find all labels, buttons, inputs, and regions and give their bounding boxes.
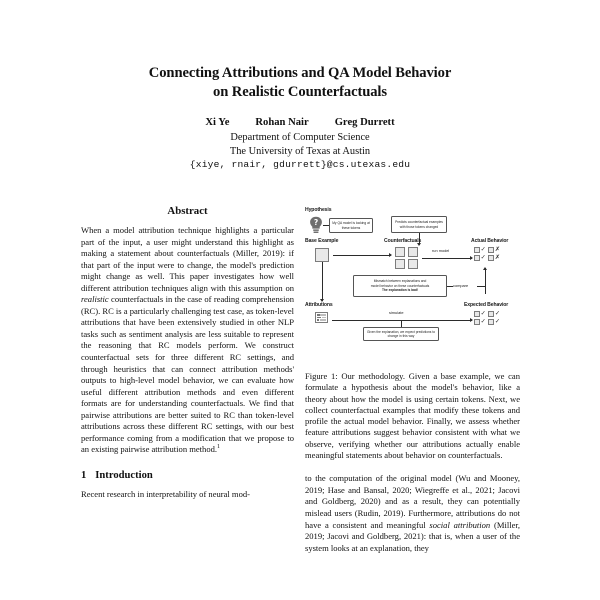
compare-vertical-line	[485, 280, 486, 294]
behavior-cell	[488, 255, 500, 261]
base-example-box	[315, 248, 329, 262]
check-icon: ✓	[480, 310, 486, 317]
behavior-box	[474, 319, 480, 325]
behavior-box	[488, 255, 494, 261]
author-1: Xi Ye	[205, 117, 230, 128]
figure-label-actual-behavior: Actual Behavior	[471, 238, 509, 244]
counterfactual-box	[408, 259, 418, 269]
figure-label-attributions: Attributions	[305, 302, 333, 308]
check-icon: ✓	[480, 253, 486, 261]
right-paragraph-part-2: (Miller, 2019; Jacovi and Goldberg, 2021): that is, when a user of the system looks at an explanation, they	[305, 519, 521, 553]
section-number: 1	[81, 469, 87, 481]
affiliation-university: The University of Texas at Austin	[229, 145, 371, 157]
affiliation	[80, 131, 520, 158]
callout-hypothesis-right: Predicts counterfactual examples with those tokens changed	[391, 216, 447, 233]
page-title	[80, 64, 520, 102]
introduction-paragraph: Recent research in interpretability of neural mod-	[81, 488, 250, 499]
right-column	[305, 205, 520, 554]
behavior-cell	[488, 311, 500, 317]
behavior-box	[474, 247, 480, 253]
compare-connector-left	[447, 286, 453, 287]
author-2: Rohan Nair	[255, 117, 309, 128]
title-line-1: Connecting Attributions and QA Model Behavior	[148, 65, 452, 81]
x-icon: ✗	[494, 253, 501, 261]
callout-mismatch-line1: Mismatch between explanations and	[373, 279, 427, 284]
behavior-cell	[474, 319, 486, 325]
figure-label-base-example: Base Example	[305, 238, 339, 244]
check-icon: ✓	[494, 317, 501, 325]
behavior-box	[474, 311, 480, 317]
counterfactual-box	[395, 247, 405, 257]
section-introduction-heading	[81, 470, 294, 481]
section-title: Introduction	[95, 469, 153, 481]
edge-label-compare: compare	[453, 283, 469, 288]
behavior-box	[488, 247, 494, 253]
right-paragraph-italic: social attribution	[429, 519, 491, 530]
abstract-footnote-marker: 1	[217, 444, 221, 451]
abstract-heading: Abstract	[167, 205, 208, 217]
edge-label-run-model: run model	[432, 248, 450, 253]
check-icon: ✓	[480, 246, 486, 253]
x-icon: ✗	[494, 246, 501, 253]
callout-mismatch-bold: The explanation is bad!	[381, 288, 419, 293]
actual-behavior-grid	[474, 247, 500, 261]
left-column	[81, 205, 294, 500]
arrow-base-to-counterfactuals	[333, 255, 391, 256]
abstract-part-1: When a model attribution technique highlights a particular part of the input, a user might understand this highlight as making a statement about counterfactuals (Miller, 2019): if that part of the input were to change, the model's prediction might change as well. This paper investigates how well different attribution techniques align with this assumption on	[81, 225, 294, 293]
callout-hypothesis-left: My QA model is looking at these tokens	[329, 218, 373, 233]
lightbulb-icon	[309, 216, 323, 234]
arrow-compare-to-actual	[485, 268, 486, 280]
figure-label-expected-behavior: Expected Behavior	[464, 302, 509, 308]
callout-mismatch-line2: model behavior on these counterfactuals	[370, 283, 430, 288]
author-list	[80, 116, 520, 130]
check-icon: ✓	[494, 310, 501, 317]
check-icon: ✓	[480, 317, 486, 325]
figure-label-counterfactuals: Counterfactuals	[384, 238, 422, 244]
behavior-box	[488, 311, 494, 317]
behavior-cell	[488, 247, 500, 253]
figure-caption: Figure 1: Our methodology. Given a base example, we can formulate a hypothesis about the model's behavior, like a theory about how the model is using certain tokens. Next, we collect counterfactual examples that modify these tokens and profile the actual model behavior. Finally, we assess whether feature attributions suggest behavior consistent with what we observe, verifying whether our attributions actually enable meaningful statements about behavior on counterfactuals.	[305, 371, 520, 461]
author-email: {xiye, rnair, gdurrett}@cs.utexas.edu	[189, 159, 411, 170]
behavior-box	[488, 319, 494, 325]
behavior-cell	[474, 247, 486, 253]
expected-behavior-grid	[474, 311, 500, 325]
simulate-note-connector	[401, 321, 402, 327]
callout-simulate-note: Given the explanation, we expect predictions to change in this way	[363, 327, 439, 341]
behavior-cell	[474, 311, 486, 317]
abstract-part-2: counterfactuals in the case of reading comprehension (RC). RC is a particularly challenging test case, as token-level attributions that have been extensively studied in other NLP tasks such as sentiment analysis are less suitable to represent the reasoning that RC models perform. We construct counterfactual sets for three different RC settings, and through heuristics that can connect attribution methods' outputs to high-level model behavior, we can evaluate how useful different attribution methods and even different formats are for understanding counterfactuals. We find that pairwise attributions are better suited to RC than token-level attributions across these different RC settings, with our best performance coming from a modification that we propose to an existing pairwise attribution method.	[81, 294, 294, 455]
callout-mismatch	[353, 275, 447, 297]
abstract-italic-realistic: realistic	[81, 294, 109, 305]
arrow-base-to-attributions	[322, 262, 323, 301]
svg-text:?: ?	[313, 218, 319, 228]
title-line-2: on Realistic Counterfactuals	[213, 84, 387, 100]
right-paragraph-part-1: to the computation of the original model (Wu and Mooney, 2019; Hase and Bansal, 2020; Wiegreffe et al., 2021; Jacovi and Goldberg, 2020) and as a result, they can potentially mislead users (Rudin, 2019). Furthermore, attributions do not have a consistent and meaningful	[305, 473, 520, 530]
behavior-box	[474, 255, 480, 261]
figure-label-hypothesis: Hypothesis	[305, 207, 332, 213]
behavior-cell	[488, 319, 500, 325]
right-column-paragraph	[305, 473, 520, 554]
counterfactual-box	[408, 247, 418, 257]
attributions-icon	[315, 312, 328, 323]
counterfactual-box	[395, 259, 405, 269]
arrow-simulate	[332, 320, 472, 321]
affiliation-department: Department of Computer Science	[230, 132, 370, 143]
compare-connector-right	[477, 286, 486, 287]
figure-methodology-diagram	[305, 205, 520, 365]
author-3: Greg Durrett	[334, 117, 395, 128]
arrow-run-model	[422, 258, 472, 259]
edge-label-simulate: simulate	[389, 310, 404, 315]
behavior-cell	[474, 255, 486, 261]
bulb-callout-connector	[323, 225, 329, 226]
abstract-body	[81, 225, 294, 456]
